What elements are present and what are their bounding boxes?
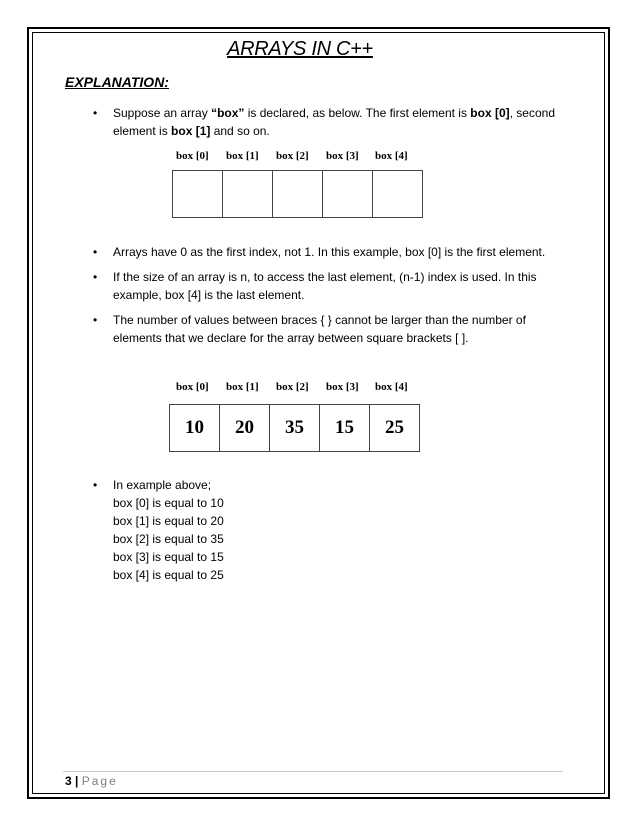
bullet-icon: •	[93, 313, 98, 327]
array1-label: box [2]	[276, 150, 309, 162]
value-line: box [4] is equal to 25	[113, 568, 224, 582]
array-name: “box”	[211, 106, 245, 120]
array2-cell: 10	[170, 405, 220, 451]
page-footer	[65, 774, 118, 788]
array2-cell: 25	[385, 417, 404, 438]
bullet-icon: •	[93, 245, 98, 259]
footer-divider	[63, 771, 563, 772]
array1-cell	[373, 171, 422, 217]
value-line: box [2] is equal to 35	[113, 532, 224, 546]
bullet-last-element: • If the size of an array is n, to access the last element, (n-1) index is used. In this example, box [4] is the last element.	[93, 270, 537, 302]
array1-cell	[223, 171, 273, 217]
array2-boxes	[169, 404, 420, 452]
array1-boxes	[172, 170, 423, 218]
value-line: box [3] is equal to 15	[113, 550, 224, 564]
array1-label: box [4]	[375, 150, 408, 162]
page-word: Page	[81, 774, 118, 788]
array1-label: box [3]	[326, 150, 359, 162]
bullet-icon: •	[93, 270, 98, 284]
section-heading: EXPLANATION:	[65, 74, 169, 90]
array2-label: box [1]	[226, 381, 259, 393]
page-number: 3	[65, 774, 72, 788]
array1-cell	[173, 171, 223, 217]
value-line: box [1] is equal to 20	[113, 514, 224, 528]
bullet-example-values: • In example above; box [0] is equal to 10 box [1] is equal to 20 box [2] is equal to 35 box [3] is equal to 15 box [4] is equal to 25	[113, 476, 573, 584]
array2-cell: 15	[320, 405, 370, 451]
array2-cell: 35	[270, 405, 320, 451]
value-line: box [0] is equal to 10	[113, 496, 224, 510]
bullet-array-declaration: • Suppose an array “box” is declared, as below. The first element is box [0], second element is box [1] and so on.	[93, 106, 556, 138]
bullet-icon: •	[93, 478, 98, 492]
array1-label: box [0]	[176, 150, 209, 162]
bullet-first-index: • Arrays have 0 as the first index, not 1. In this example, box [0] is the first element.	[93, 245, 546, 259]
footer-separator: |	[75, 774, 79, 788]
array1-cell	[323, 171, 373, 217]
array2-label: box [0]	[176, 381, 209, 393]
bullet-icon: •	[93, 106, 98, 120]
array2-label: box [2]	[276, 381, 309, 393]
array2-label: box [4]	[375, 381, 408, 393]
array1-cell	[273, 171, 323, 217]
page-title: ARRAYS IN C++	[227, 38, 373, 60]
array1-label: box [1]	[226, 150, 259, 162]
bullet-braces-rule: • The number of values between braces { } cannot be larger than the number of elements that we declare for the array between square brackets [ ].	[93, 313, 526, 345]
array2-label: box [3]	[326, 381, 359, 393]
array2-cell: 20	[220, 405, 270, 451]
